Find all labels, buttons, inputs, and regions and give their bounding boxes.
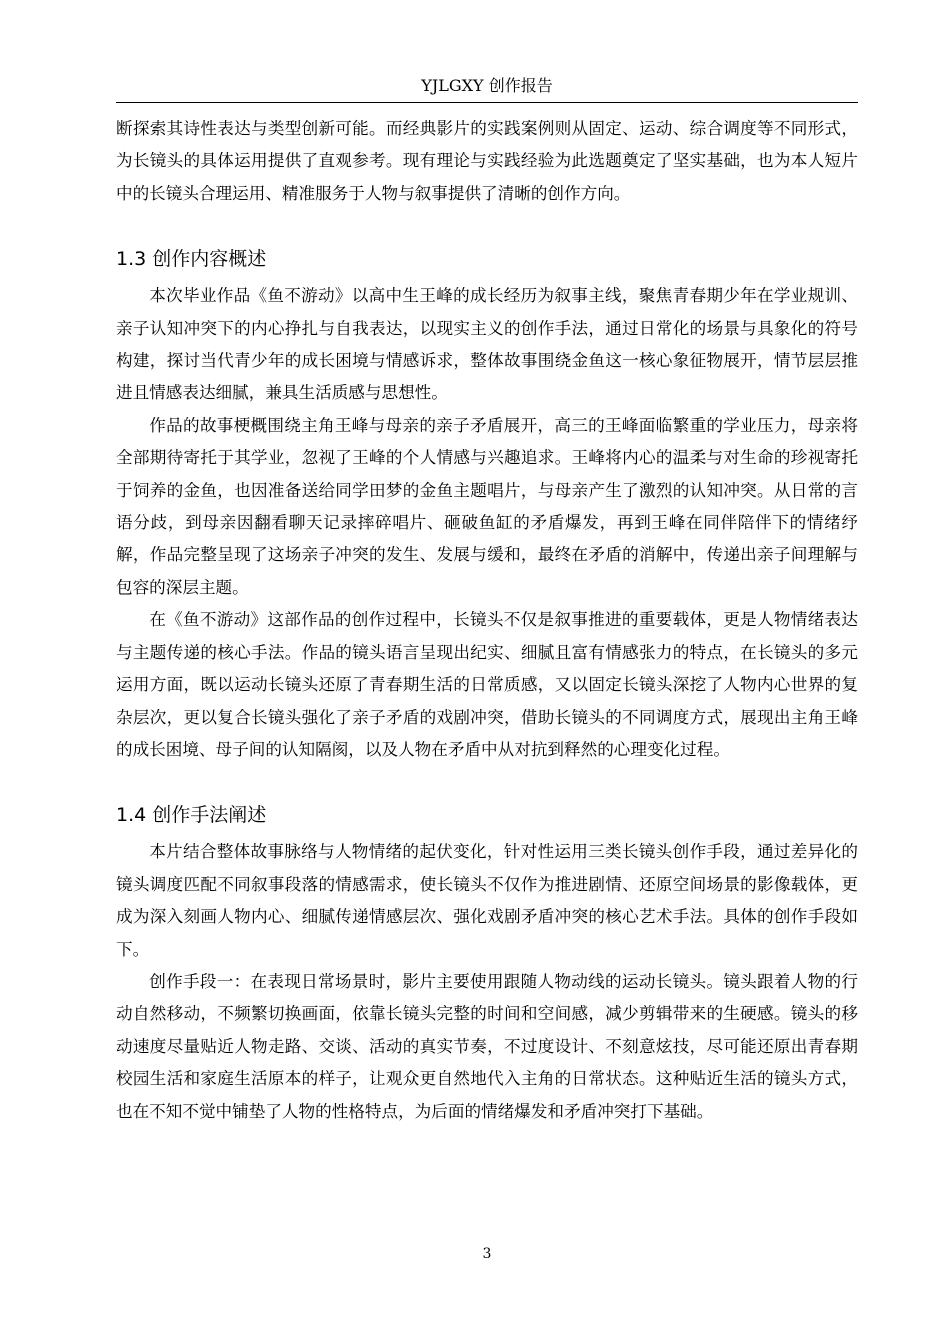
body-text	[116, 113, 858, 1128]
section-heading-1-3: 1.3 创作内容概述	[116, 248, 267, 271]
section-heading-1-4: 1.4 创作手法阐述	[116, 804, 267, 827]
lead-paragraph: 断探索其诗性表达与类型创新可能。而经典影片的实践案例则从固定、运动、综合调度等不同形式，为长镜头的具体运用提供了直观参考。现有理论与实践经验为此选题奠定了坚实基础，也为本人短片中的长镜头合理运用、精准服务于人物与叙事提供了清晰的创作方向。	[116, 119, 858, 203]
section-1-3-paragraph-1: 本次毕业作品《鱼不游动》以高中生王峰的成长经历为叙事主线，聚焦青春期少年在学业规训、亲子认知冲突下的内心挣扎与自我表达，以现实主义的创作手法，通过日常化的场景与具象化的符号构建，探讨当代青少年的成长困境与情感诉求，整体故事围绕金鱼这一核心象征物展开，情节层层推进且情感表达细腻，兼具生活质感与思想性。	[116, 286, 858, 403]
running-header: YJLGXY 创作报告	[421, 76, 553, 95]
page-number: 3	[482, 1246, 492, 1262]
section-1-3-paragraph-3: 在《鱼不游动》这部作品的创作过程中，长镜头不仅是叙事推进的重要载体，更是人物情绪表达与主题传递的核心手法。作品的镜头语言呈现出纪实、细腻且富有情感张力的特点，在长镜头的多元运用方面，既以运动长镜头还原了青春期生活的日常质感，又以固定长镜头深挖了人物内心世界的复杂层次，更以复合长镜头强化了亲子矛盾的戏剧冲突，借助长镜头的不同调度方式，展现出主角王峰的成长困境、母子间的认知隔阂，以及人物在矛盾中从对抗到释然的心理变化过程。	[116, 610, 858, 759]
section-1-3-paragraph-2: 作品的故事梗概围绕主角王峰与母亲的亲子矛盾展开，高三的王峰面临繁重的学业压力，母亲将全部期待寄托于其学业，忽视了王峰的个人情感与兴趣追求。王峰将内心的温柔与对生命的珍视寄托于饲养的金鱼，也因准备送给同学田梦的金鱼主题唱片，与母亲产生了激烈的认知冲突。从日常的言语分歧，到母亲因翻看聊天记录摔碎唱片、砸破鱼缸的矛盾爆发，再到王峰在同伴陪伴下的情绪纾解，作品完整呈现了这场亲子冲突的发生、发展与缓和，最终在矛盾的消解中，传递出亲子间理解与包容的深层主题。	[116, 415, 858, 597]
header-divider	[116, 102, 858, 103]
section-1-4-paragraph-2: 创作手段一：在表现日常场景时，影片主要使用跟随人物动线的运动长镜头。镜头跟着人物的行动自然移动，不频繁切换画面，依靠长镜头完整的时间和空间感，减少剪辑带来的生硬感。镜头的移动速度尽量贴近人物走路、交谈、活动的真实节奏，不过度设计、不刻意炫技，尽可能还原出青春期校园生活和家庭生活原本的样子，让观众更自然地代入主角的日常状态。这种贴近生活的镜头方式，也在不知不觉中铺垫了人物的性格特点，为后面的情绪爆发和矛盾冲突打下基础。	[116, 971, 858, 1121]
section-1-4-paragraph-1: 本片结合整体故事脉络与人物情绪的起伏变化，针对性运用三类长镜头创作手段，通过差异化的镜头调度匹配不同叙事段落的情感需求，使长镜头不仅作为推进剧情、还原空间场景的影像载体，更成为深入刻画人物内心、细腻传递情感层次、强化戏剧矛盾冲突的核心艺术手法。具体的创作手段如下。	[116, 842, 858, 959]
